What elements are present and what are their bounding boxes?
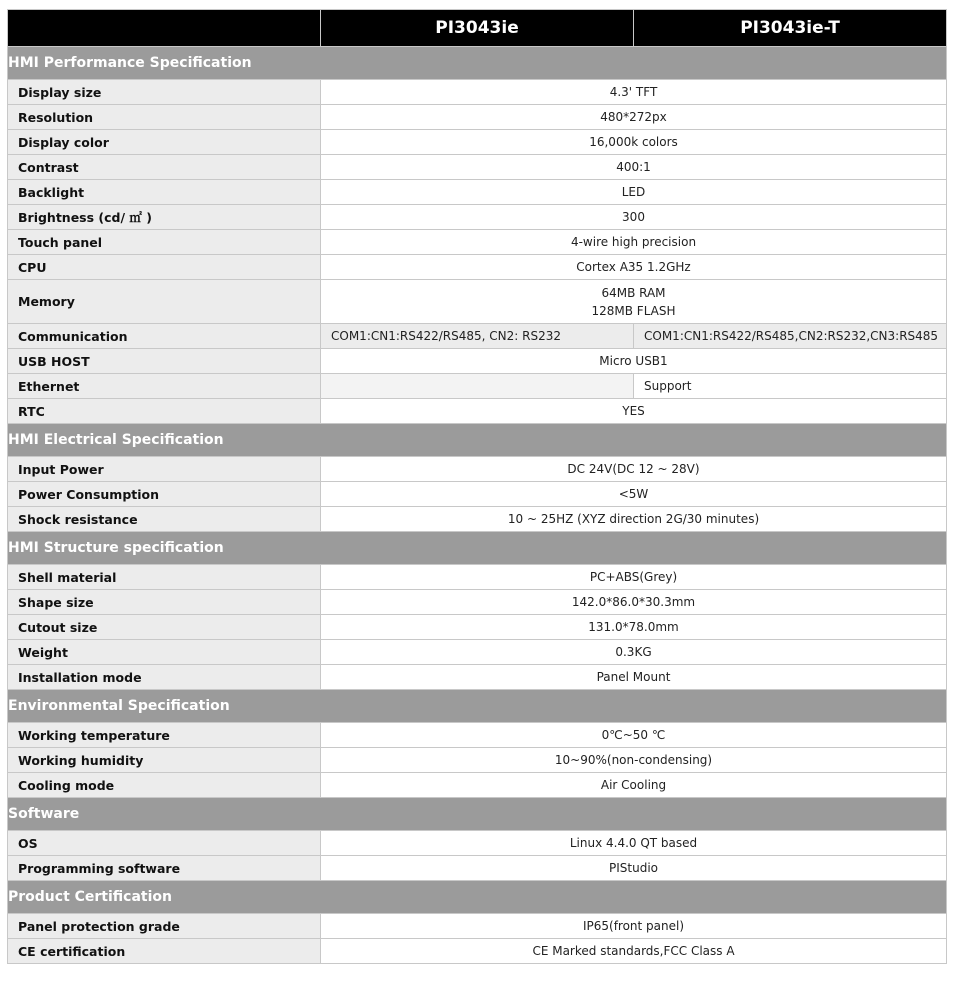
spec-row-cpu (8, 255, 947, 280)
spec-label: Cutout size (8, 615, 321, 640)
spec-label: Communication (8, 324, 321, 349)
spec-value (321, 280, 947, 324)
spec-value: Panel Mount (321, 665, 947, 690)
spec-value: 300 (321, 205, 947, 230)
section-header-product-certification (8, 881, 947, 914)
spec-label: Working humidity (8, 748, 321, 773)
spec-label: Input Power (8, 457, 321, 482)
spec-row-panel-protection-grade (8, 914, 947, 939)
spec-row-shock-resistance (8, 507, 947, 532)
spec-label: USB HOST (8, 349, 321, 374)
spec-value: CE Marked standards,FCC Class A (321, 939, 947, 964)
spec-label: Backlight (8, 180, 321, 205)
spec-label: CPU (8, 255, 321, 280)
spec-value: YES (321, 399, 947, 424)
spec-row-ce-certification (8, 939, 947, 964)
spec-value: 10 ~ 25HZ (XYZ direction 2G/30 minutes) (321, 507, 947, 532)
spec-value: LED (321, 180, 947, 205)
section-title: Software (8, 798, 947, 831)
spec-table (7, 9, 947, 964)
spec-value: PC+ABS(Grey) (321, 565, 947, 590)
spec-value: 131.0*78.0mm (321, 615, 947, 640)
spec-value: 0.3KG (321, 640, 947, 665)
section-header-environmental-specification (8, 690, 947, 723)
spec-row-weight (8, 640, 947, 665)
spec-row-memory (8, 280, 947, 324)
section-header-hmi-performance-specification (8, 47, 947, 80)
spec-row-cutout-size (8, 615, 947, 640)
spec-label: Touch panel (8, 230, 321, 255)
spec-value: 16,000k colors (321, 130, 947, 155)
spec-label: Programming software (8, 856, 321, 881)
spec-row-rtc (8, 399, 947, 424)
spec-row-shape-size (8, 590, 947, 615)
spec-value: PIStudio (321, 856, 947, 881)
spec-label: Brightness (cd/ ㎡ ) (8, 205, 321, 230)
spec-row-communication (8, 324, 947, 349)
spec-row-programming-software (8, 856, 947, 881)
spec-row-cooling-mode (8, 773, 947, 798)
spec-label: OS (8, 831, 321, 856)
spec-row-resolution (8, 105, 947, 130)
spec-row-contrast (8, 155, 947, 180)
spec-label: Cooling mode (8, 773, 321, 798)
spec-row-os (8, 831, 947, 856)
spec-row-usb-host (8, 349, 947, 374)
spec-label: Display color (8, 130, 321, 155)
spec-value: 4-wire high precision (321, 230, 947, 255)
spec-value: Air Cooling (321, 773, 947, 798)
spec-value-line: 128MB FLASH (591, 303, 676, 318)
spec-row-display-size (8, 80, 947, 105)
spec-row-display-color (8, 130, 947, 155)
spec-value: Linux 4.4.0 QT based (321, 831, 947, 856)
header-model-1: PI3043ie (321, 10, 634, 47)
spec-value: 0℃~50 ℃ (321, 723, 947, 748)
spec-label: Working temperature (8, 723, 321, 748)
header-model-2: PI3043ie-T (634, 10, 947, 47)
spec-value: <5W (321, 482, 947, 507)
section-title: Environmental Specification (8, 690, 947, 723)
spec-row-touch-panel (8, 230, 947, 255)
spec-value: DC 24V(DC 12 ~ 28V) (321, 457, 947, 482)
section-header-software (8, 798, 947, 831)
section-title: HMI Electrical Specification (8, 424, 947, 457)
spec-value-model-2: COM1:CN1:RS422/RS485,CN2:RS232,CN3:RS485 (634, 324, 947, 349)
spec-row-shell-material (8, 565, 947, 590)
spec-label: CE certification (8, 939, 321, 964)
spec-label: Shock resistance (8, 507, 321, 532)
header-corner-cell (8, 10, 321, 47)
spec-value: 142.0*86.0*30.3mm (321, 590, 947, 615)
spec-label: RTC (8, 399, 321, 424)
spec-value-model-1 (321, 374, 634, 399)
section-title: HMI Performance Specification (8, 47, 947, 80)
spec-row-installation-mode (8, 665, 947, 690)
section-title: HMI Structure specification (8, 532, 947, 565)
spec-label: Power Consumption (8, 482, 321, 507)
spec-row-backlight (8, 180, 947, 205)
spec-label: Weight (8, 640, 321, 665)
spec-value: 480*272px (321, 105, 947, 130)
spec-row-brightness-cd (8, 205, 947, 230)
spec-row-working-temperature (8, 723, 947, 748)
section-header-hmi-structure-specification (8, 532, 947, 565)
spec-body (8, 47, 947, 964)
spec-label: Display size (8, 80, 321, 105)
spec-label: Ethernet (8, 374, 321, 399)
spec-value: 4.3' TFT (321, 80, 947, 105)
spec-label: Panel protection grade (8, 914, 321, 939)
spec-label: Contrast (8, 155, 321, 180)
spec-value-model-2: Support (634, 374, 947, 399)
spec-row-ethernet (8, 374, 947, 399)
spec-value: 10~90%(non-condensing) (321, 748, 947, 773)
spec-value-line: 64MB RAM (601, 285, 666, 300)
spec-label: Resolution (8, 105, 321, 130)
section-header-hmi-electrical-specification (8, 424, 947, 457)
spec-value-model-1: COM1:CN1:RS422/RS485, CN2: RS232 (321, 324, 634, 349)
spec-value: Micro USB1 (321, 349, 947, 374)
spec-row-working-humidity (8, 748, 947, 773)
spec-value: 400:1 (321, 155, 947, 180)
spec-value: Cortex A35 1.2GHz (321, 255, 947, 280)
header-row (8, 10, 947, 47)
spec-row-power-consumption (8, 482, 947, 507)
spec-row-input-power (8, 457, 947, 482)
spec-label: Shape size (8, 590, 321, 615)
spec-label: Shell material (8, 565, 321, 590)
section-title: Product Certification (8, 881, 947, 914)
spec-label: Installation mode (8, 665, 321, 690)
spec-value: IP65(front panel) (321, 914, 947, 939)
spec-label: Memory (8, 280, 321, 324)
